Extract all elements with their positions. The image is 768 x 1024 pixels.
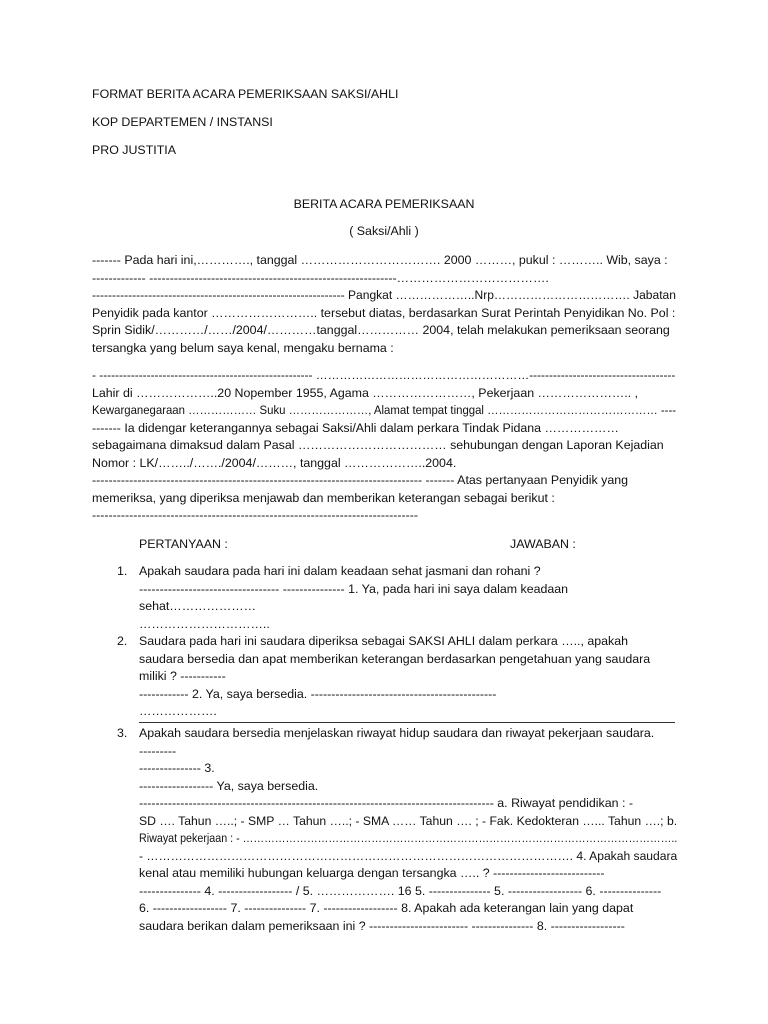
document-subtitle: ( Saksi/Ahli ) xyxy=(349,224,419,238)
question-line: Saudara pada hari ini saudara diperiksa sebagai SAKSI AHLI dalam perkara ….., apakah xyxy=(139,634,629,648)
intro-line: tersangka yang belum saya kenal, mengaku bernama : xyxy=(92,340,394,355)
question-line: miliki ? ----------- xyxy=(139,669,226,683)
separator-line xyxy=(139,722,675,723)
question-line: 6. ------------------ 7. --------------- 7. ------------------ 8. Apakah ada keterangan lain yang dapat xyxy=(139,901,634,915)
question-line: ………………. xyxy=(139,704,217,718)
document-title: BERITA ACARA PEMERIKSAAN xyxy=(293,197,475,211)
format-title: FORMAT BERITA ACARA PEMERIKSAAN SAKSI/AHLI xyxy=(92,87,399,101)
question-line: Riwayat pekerjaan : - ………………………………………………………………………………………………………….. xyxy=(139,831,678,845)
question-number: 3. xyxy=(117,726,128,740)
question-line: --------------- 4. ------------------ / 5. ………………. 16 5. --------------- 5. ------------------ 6. --------------- xyxy=(139,883,662,898)
question-body xyxy=(139,633,677,721)
column-header-jawaban: JAWABAN : xyxy=(510,537,576,551)
question-line: ------------ 2. Ya, saya bersedia. --------------------------------------------- xyxy=(139,686,497,701)
question-number: 2. xyxy=(117,634,128,648)
identity-paragraph xyxy=(92,367,676,525)
column-header-pertanyaan: PERTANYAAN : xyxy=(139,537,228,551)
intro-line: Sprin Sidik/…………/……/2004/…………tanggal…………… 2004, telah melakukan pemeriksaan seorang xyxy=(92,323,670,337)
question-line: --------------- 3. xyxy=(139,761,215,775)
question-line: ………………………….. xyxy=(139,616,270,631)
pro-justitia: PRO JUSTITIA xyxy=(92,143,176,157)
intro-line: --------------------------------------------------------------- Pangkat ………………..Nrp……………………………. Jabatan xyxy=(92,288,676,302)
intro-line: ------- Pada hari ini,…………., tanggal ……………………………. 2000 ………, pukul : ……….. Wib, saya : xyxy=(92,253,668,267)
identity-line: Nomor : LK/……../……./2004/………, tanggal ………………..2004. xyxy=(92,455,457,470)
question-body xyxy=(139,725,677,935)
identity-line: - ------------------------------------------------------ ………………………………………………------------------------------------- xyxy=(92,368,676,382)
identity-line: Kewarganegaraan ……………… Suku …………………, Alamat tempat tinggal ……………………………………… ---- xyxy=(92,403,677,417)
question-line: saudara bersedia dan apat memberikan keterangan berdasarkan pengetahuan yang saudara xyxy=(139,651,651,666)
question-line: SD …. Tahun …..; - SMP … Tahun …..; - SMA …… Tahun …. ; - Fak. Kedokteran …... Tahun ….; b. xyxy=(139,813,678,828)
question-body xyxy=(139,563,677,633)
question-line: ---------------------------------- --------------- 1. Ya, pada hari ini saya dalam keadaan xyxy=(139,581,569,596)
question-line: Apakah saudara pada hari ini dalam keadaan sehat jasmani dan rohani ? xyxy=(139,564,541,578)
question-line: --------- xyxy=(139,743,177,758)
intro-paragraph xyxy=(92,252,676,357)
question-line: saudara berikan dalam pemeriksaan ini ? ------------------------ --------------- 8. ------------------ xyxy=(139,918,625,933)
identity-line: ------- Ia didengar keterangannya sebagai Saksi/Ahli dalam perkara Tindak Pidana ……………… xyxy=(92,420,619,435)
intro-line: Penyidik pada kantor …………………….. tersebut diatas, berdasarkan Surat Perintah Penyidikan No. Pol : xyxy=(92,305,676,320)
question-line: sehat………………… xyxy=(139,599,257,613)
question-number: 1. xyxy=(117,564,128,578)
kop-line: KOP DEPARTEMEN / INSTANSI xyxy=(92,115,273,129)
question-line: ------------------ Ya, saya bersedia. xyxy=(139,778,319,793)
identity-line: -------------------------------------------------------------------------------- ------- Atas pertanyaan Penyidik yang xyxy=(92,473,629,487)
question-line: kenal atau memiliki hubungan keluarga dengan tersangka ….. ? --------------------------- xyxy=(139,866,605,880)
identity-line: memeriksa, yang diperiksa menjawab dan memberikan keterangan sebagai berikut : xyxy=(92,490,555,505)
question-line: - ……………………………………………………………………………………………. 4. Apakah saudara xyxy=(139,848,678,863)
intro-line: ------------- ------------------------------------------------------------………………………………. xyxy=(92,270,549,285)
identity-line: ------------------------------------------------------------------------------- xyxy=(92,508,418,522)
identity-line: sebagaimana dimaksud dalam Pasal ……………………………… sehubungan dengan Laporan Kejadian xyxy=(92,438,664,452)
identity-line: Lahir di ………………..20 Nopember 1955, Agama ……………………, Pekerjaan ………………….. , xyxy=(92,385,639,400)
question-line: -------------------------------------------------------------------------------------- a. Riwayat pendidikan : - xyxy=(139,796,633,810)
question-line: Apakah saudara bersedia menjelaskan riwayat hidup saudara dan riwayat pekerjaan saudara. xyxy=(139,726,655,740)
